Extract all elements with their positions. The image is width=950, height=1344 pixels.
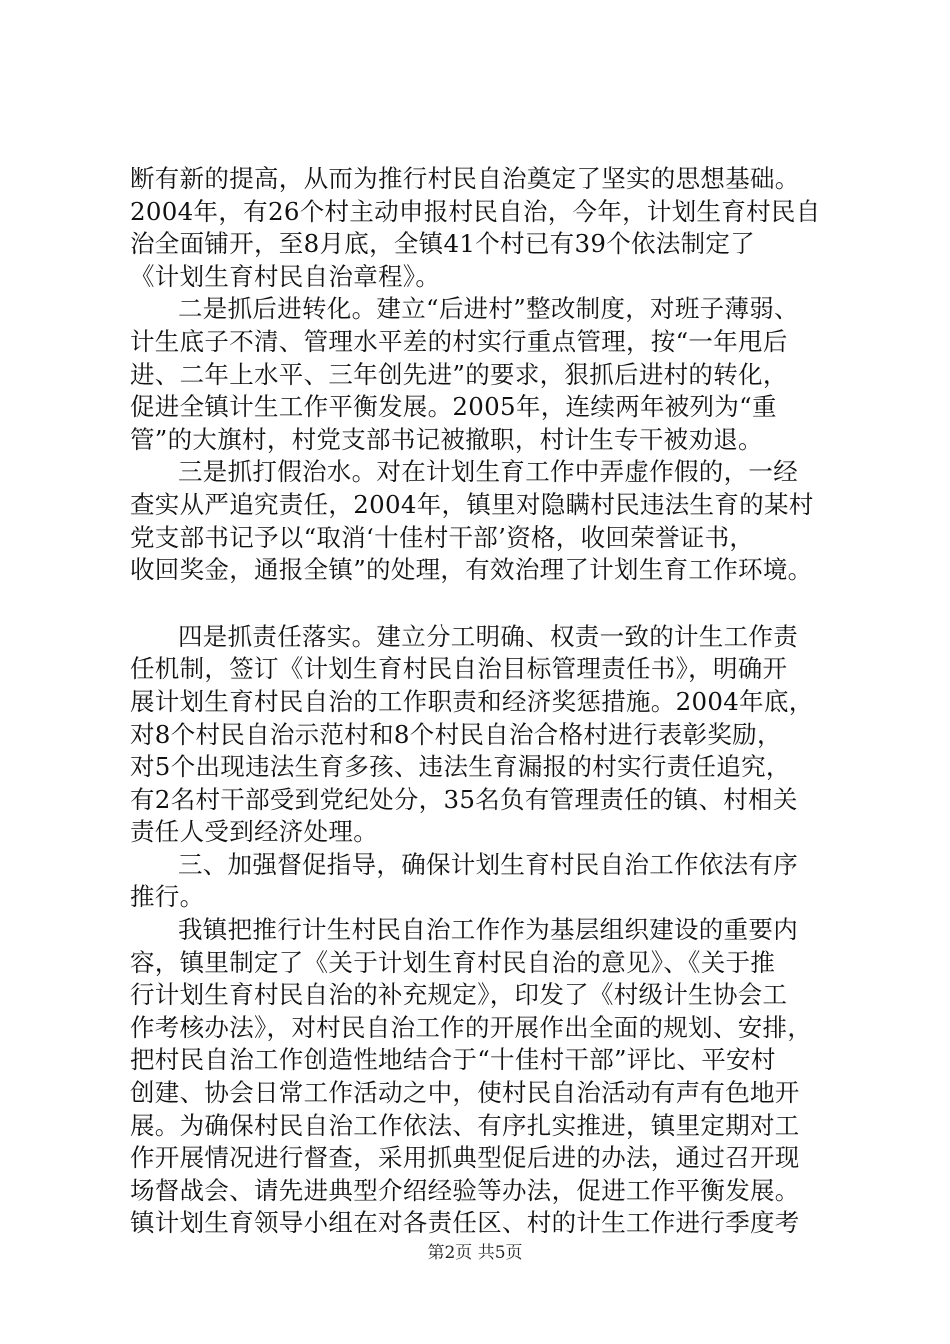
text-line: 计生底子不清、管理水平差的村实行重点管理，按“一年甩后 — [130, 326, 788, 356]
section-heading-line: 推行。 — [130, 882, 205, 912]
text-line: 展。为确保村民自治工作依法、有序扎实推进，镇里定期对工 — [130, 1110, 800, 1140]
text-line: 任机制，签订《计划生育村民自治目标管理责任书》，明确开 — [130, 654, 788, 684]
text-line: 管”的大旗村，村党支部书记被撤职，村计生专干被劝退。 — [130, 424, 763, 454]
text-line: 把村民自治工作创造性地结合于“十佳村干部”评比、平安村 — [130, 1045, 776, 1075]
document-body — [130, 163, 850, 1240]
text-line: 收回奖金，通报全镇”的处理，有效治理了计划生育工作环境。 — [130, 555, 813, 585]
text-line: 查实从严追究责任，2004年，镇里对隐瞒村民违法生育的某村 — [130, 489, 814, 519]
text-line: 促进全镇计生工作平衡发展。2005年，连续两年被列为“重 — [130, 392, 777, 422]
paragraph-start-line: 三是抓打假治水。对在计划生育工作中弄虚作假的，一经 — [178, 457, 798, 487]
text-line: 进、二年上水平、三年创先进”的要求，狠抓后进村的转化， — [130, 359, 788, 389]
text-line: 展计划生育村民自治的工作职责和经济奖惩措施。2004年底， — [130, 686, 814, 716]
text-line: 场督战会、请先进典型介绍经验等办法，促进工作平衡发展。 — [130, 1175, 800, 1205]
text-line: 党支部书记予以“取消‘十佳村干部’资格，收回荣誉证书， — [130, 522, 755, 552]
text-line: 行计划生育村民自治的补充规定》，印发了《村级计生协会工 — [130, 980, 788, 1010]
text-line: 作考核办法》，对村民自治工作的开展作出全面的规划、安排， — [130, 1012, 813, 1042]
text-line: 镇计划生育领导小组在对各责任区、村的计生工作进行季度考 — [130, 1208, 800, 1238]
paragraph-start-line: 我镇把推行计生村民自治工作作为基层组织建设的重要内 — [178, 915, 798, 945]
paragraph-start-line: 四是抓责任落实。建立分工明确、权责一致的计生工作责 — [178, 621, 798, 651]
page-footer — [0, 1243, 950, 1263]
text-line: 对5个出现违法生育多孩、违法生育漏报的村实行责任追究， — [130, 752, 791, 782]
text-line: 断有新的提高，从而为推行村民自治奠定了坚实的思想基础。 — [130, 164, 800, 193]
text-line: 容，镇里制定了《关于计划生育村民自治的意见》、《关于推 — [130, 947, 776, 977]
text-line: 对8个村民自治示范村和8个村民自治合格村进行表彰奖励， — [130, 719, 782, 749]
text-line: 有2名村干部受到党纪处分，35名负有管理责任的镇、村相关 — [130, 784, 798, 814]
page-number-label: 第2页 共5页 — [427, 1243, 523, 1263]
text-line: 创建、协会日常工作活动之中，使村民自治活动有声有色地开 — [130, 1078, 800, 1108]
text-line: 作开展情况进行督查，采用抓典型促后进的办法，通过召开现 — [130, 1143, 800, 1173]
text-line: 《计划生育村民自治章程》。 — [130, 261, 441, 291]
text-line: 治全面铺开，至8月底，全镇41个村已有39个依法制定了 — [130, 229, 756, 259]
text-line: 责任人受到经济处理。 — [130, 817, 378, 847]
paragraph-start-line: 二是抓后进转化。建立“后进村”整改制度，对班子薄弱、 — [178, 294, 799, 324]
text-line: 2004年，有26个村主动申报村民自治，今年，计划生育村民自 — [130, 196, 821, 226]
section-heading-line: 三、加强督促指导，确保计划生育村民自治工作依法有序 — [178, 849, 798, 879]
